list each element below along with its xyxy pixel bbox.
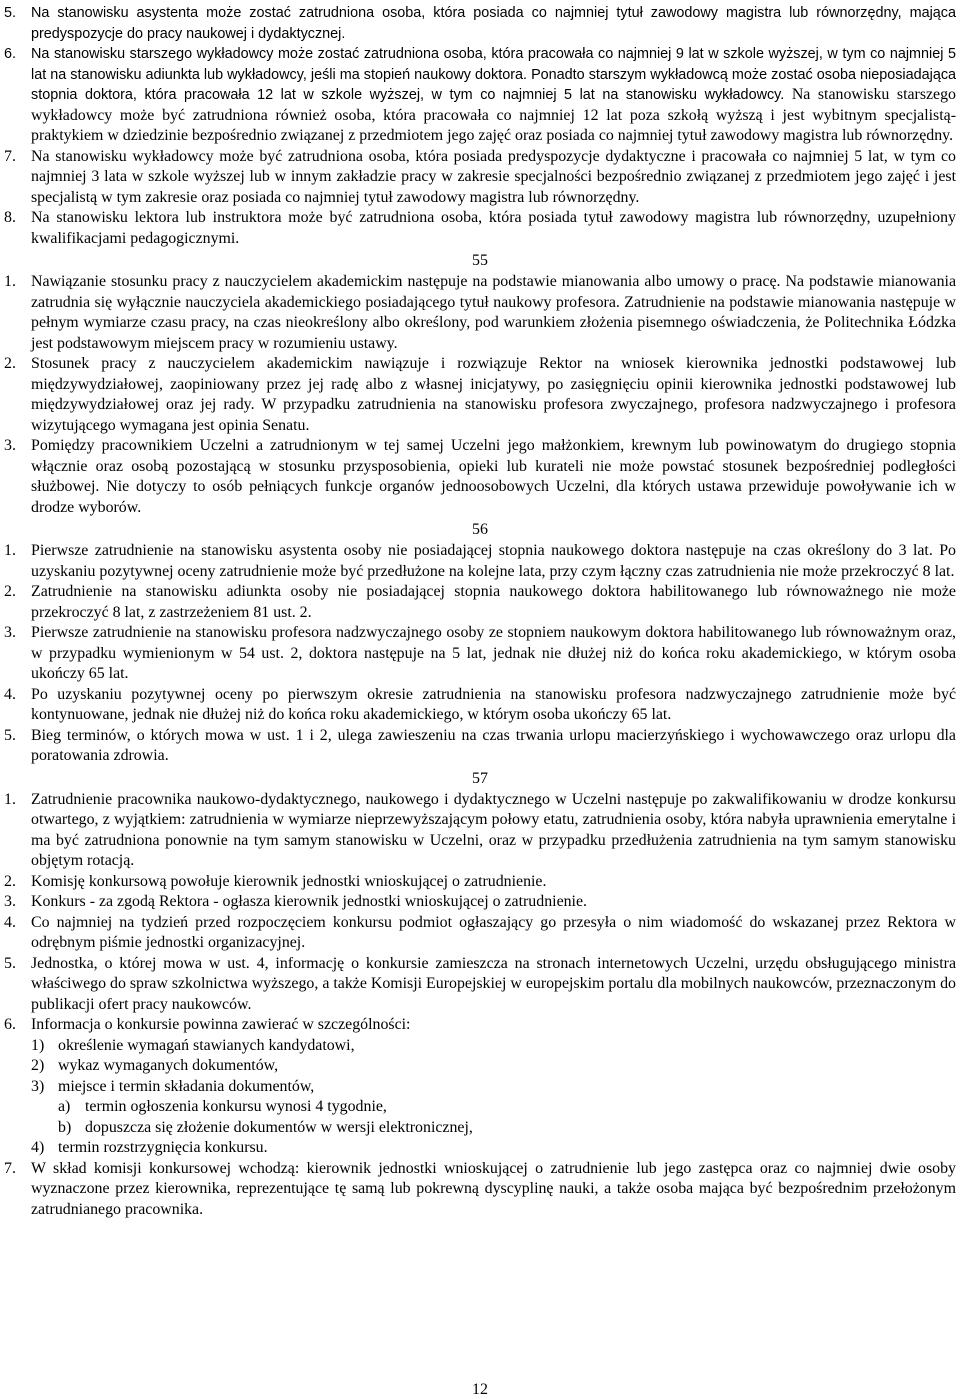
item-text: Na stanowisku lektora lub instruktora może być zatrudniona osoba, która posiada tytuł zawodowy magistra lub równorzędny, uzupełniony kwalifikacjami pedagogicznymi. [31,209,956,247]
item-number: 6. [4,46,17,62]
sublist-number: 4) [31,1139,45,1156]
item-number: 4. [4,913,16,931]
item-number: 3. [4,893,16,910]
s57-item-5 [4,954,956,1016]
item-number: 1. [4,790,16,808]
sublist-item-4 [31,1138,956,1159]
s57-item-7 [4,1159,956,1221]
item-text: Zatrudnienie pracownika naukowo-dydaktycznego, naukowego i dydaktycznego w Uczelni następuje po zakwalifikowaniu w drodze konkursu otwartego, z wyjątkiem: zatrudnienia w wymiarze nieprzewyższającym połowy etatu, zatrudnienia osoby, która nabyła uprawnienia emerytalne i ma być zatrudniona ponownie na tym samym stanowisku w Uczelni, oraz w przypadku przedłużenia zatrudnienia na tym samym stanowisku objętym rotacją. [31,790,956,869]
item-number: 7. [4,1159,16,1177]
section-heading-57: 57 [472,769,488,787]
paragraph-item-6 [4,44,956,147]
paragraph-item-8 [4,208,956,249]
sublist-number: 2) [31,1057,45,1074]
s57-item-6 [4,1015,956,1036]
item-number: 3. [4,437,16,454]
item-text: Konkurs - za zgodą Rektora - ogłasza kierownik jednostki wnioskującej o zatrudnienie. [31,893,588,910]
item-number: 5. [4,954,16,972]
item-text: Bieg terminów, o których mowa w ust. 1 i 2, ulega zawieszeniu na czas trwania urlopu macierzyńskiego i wychowawczego oraz urlopu dla poratowania zdrowia. [31,726,956,764]
paragraph-item-5 [4,3,956,44]
item-text: Na stanowisku starszego wykładowcy może zostać zatrudniona osoba, która pracowała co najmniej 9 lat w szkole wyższej, w tym co najmniej 5 lat na stanowisku adiunkta lub wykładowcy, jeśli ma stopień naukowy doktora. [31,46,956,83]
subsublist-item-b [58,1118,956,1139]
item-text: Stosunek pracy z nauczycielem akademickim nawiązuje i rozwiązuje Rektor na wniosek kierownika jednostki podstawowej lub międzywydziałowej, zaopiniowany przez jej radę albo z własnej inicjatywy, po zasięgnięciu opinii kierownika jednostki podstawowej lub międzywydziałowej oraz jej rady. W przypadku zatrudnienia na stanowisku profesora zwyczajnego, profesora nadzwyczajnego i profesora wizytującego wymagana jest opinia Senatu. [31,355,956,434]
item-text: Komisję konkursową powołuje kierownik jednostki wnioskującej o zatrudnienie. [31,872,547,890]
s56-item-3 [4,623,956,685]
s56-item-4 [4,685,956,726]
item-text: Jednostka, o której mowa w ust. 4, informację o konkursie zamieszcza na stronach internetowych Uczelni, urzędu obsługującego ministra właściwego do spraw szkolnictwa wyższego, a także Komisji Europejskiej w europejskim portalu dla mobilnych naukowców, przeznaczonym do publikacji ofert pracy naukowców. [31,954,956,1013]
subsublist-item-a [58,1097,956,1118]
sublist-item-3 [31,1077,956,1098]
s55-item-3 [4,436,956,518]
item-text: W skład komisji konkursowej wchodzą: kierownik jednostki wnioskującej o zatrudnienie lub jego zastępca oraz co najmniej dwie osoby wyznaczone przez kierownika, reprezentujące tę samą lub pokrewną dyscyplinę nauki, a także osoba mająca być bezpośrednim przełożonym zatrudnianego pracownika. [31,1159,956,1218]
section-heading-55: 55 [472,252,488,269]
item-number: 7. [4,147,16,165]
subsublist-letter: a) [58,1098,71,1115]
s56-item-1 [4,541,956,582]
item-text: Na stanowisku asystenta może zostać zatrudniona osoba, która posiada co najmniej tytuł zawodowy magistra lub równorzędny, mająca predyspozycje do pracy naukowej i dydaktycznej. [31,5,956,42]
item-number: 5. [4,5,17,21]
item-text-cont: Ponadto starszym wykładowcą może zostać osoba nieposiadająca stopnia doktora, która pracowała 12 lat w szkole wyższej, w tym co najmniej 5 lat na stanowisku wykładowcy. [31,66,957,103]
item-text: Pomiędzy pracownikiem Uczelni a zatrudnionym w tej samej Uczelni jego małżonkiem, krewnym lub powinowatym do drugiego stopnia włącznie oraz osobą pozostającą w stosunku przysposobienia, opieki lub kurateli nie może powstać stosunek bezpośredniej podległości służbowej. Nie dotyczy to osób pełniących funkcje organów jednoosobowych Uczelni, dla których ustawa przewiduje powoływanie ich w drodze wyborów. [31,437,956,516]
s57-item-2 [4,872,956,893]
item-text: Pierwsze zatrudnienie na stanowisku asystenta osoby nie posiadającej stopnia naukowego doktora następuje na czas określony do 3 lat. Po uzyskaniu pozytywnej oceny zatrudnienie może być przedłużone na kolejne lata, przy czym łączny czas zatrudnienia nie może przekroczyć 8 lat. [31,542,956,580]
item-text: Nawiązanie stosunku pracy z nauczycielem akademickim następuje na podstawie mianowania albo umowy o pracę. Na podstawie mianowania zatrudnia się wyłącznie nauczyciela akademickiego posiadającego tytuł naukowy profesora. Zatrudnienie na podstawie mianowania następuje w pełnym wymiarze czasu pracy, na czas nieokreślony albo określony, pod warunkiem złożenia pisemnego oświadczenia, że Politechnika Łódzka jest podstawowym miejscem pracy w rozumieniu ustawy. [31,273,956,352]
s57-item-4 [4,913,956,954]
item-text: Zatrudnienie na stanowisku adiunkta osoby nie posiadającej stopnia naukowego doktora habilitowanego lub równoważnego nie może przekroczyć 8 lat, z zastrzeżeniem 81 ust. 2. [31,583,956,621]
subsublist-letter: b) [58,1118,72,1136]
item-number: 6. [4,1016,16,1033]
paragraph-item-7 [4,147,956,209]
sublist-number: 1) [31,1036,45,1054]
item-number: 2. [4,583,16,600]
section-heading-56: 56 [472,521,488,538]
item-number: 1. [4,273,16,290]
item-text: Pierwsze zatrudnienie na stanowisku profesora nadzwyczajnego osoby ze stopniem naukowym doktora habilitowanego lub równoważnym oraz, w przypadku wymienionym w 54 ust. 2, doktora następuje na 5 lat, jednak nie dłużej niż do końca roku akademickiego, w którym osoba ukończy 65 lat. [31,624,956,682]
s55-item-2 [4,354,956,436]
item-text: Po uzyskaniu pozytywnej oceny po pierwszym okresie zatrudnienia na stanowisku profesora nadzwyczajnego zatrudnienie może być kontynuowane, jednak nie dłużej niż do końca roku akademickiego, w którym osoba ukończy 65 lat. [31,685,956,723]
sublist-item-2 [31,1056,956,1077]
s57-sublist [4,1036,956,1159]
s56-item-5 [4,726,956,767]
item-number: 2. [4,872,16,890]
sublist-text: miejsce i termin składania dokumentów, [58,1077,315,1095]
item-number: 1. [4,542,16,559]
item-number: 5. [4,726,16,744]
sublist-text: określenie wymagań stawianych kandydatowi, [58,1036,355,1054]
subsublist-text: dopuszcza się złożenie dokumentów w wersji elektronicznej, [85,1118,473,1136]
item-number: 3. [4,624,16,641]
sublist-text: wykaz wymaganych dokumentów, [58,1057,279,1074]
s57-item-1 [4,790,956,872]
document-body [4,3,956,1220]
item-number: 4. [4,685,16,703]
page-number: 12 [472,1381,488,1398]
item-text: Co najmniej na tydzień przed rozpoczęciem konkursu podmiot ogłaszający go przesyła o nim wiadomość do wskazanej przez Rektora w odrębnym piśmie jednostki organizacyjnej. [31,913,956,951]
item-number: 8. [4,209,16,226]
s55-item-1 [4,272,956,354]
item-text: Informacja o konkursie powinna zawierać w szczególności: [31,1016,411,1033]
item-number: 2. [4,355,16,372]
s56-item-2 [4,582,956,623]
item-text: Na stanowisku wykładowcy może być zatrudniona osoba, która posiada predyspozycje dydaktyczne i pracowała co najmniej 5 lat, w tym co najmniej 3 lata w szkole wyższej lub w innym zakładzie pracy w zakresie specjalności bezpośrednio związanej z przedmiotem jego zajęć i jest specjalistą w tym zakresie oraz posiada co najmniej tytuł zawodowy magistra lub równorzędny. [31,147,956,206]
sublist-item-1 [31,1036,956,1057]
s57-item-3 [4,892,956,913]
item-text-serif: Na stanowisku starszego wykładowcy może być zatrudniona również osoba, która pracowała co najmniej 12 lat poza szkołą wyższą i jest wybitnym specjalistą-praktykiem w dziedzinie bezpośrednio związanej z przedmiotem jego zajęć oraz posiada co najmniej tytuł zawodowy magistra lub równorzędny. [31,86,957,144]
sublist-text: termin rozstrzygnięcia konkursu. [58,1139,268,1156]
sublist-number: 3) [31,1077,45,1095]
subsublist-text: termin ogłoszenia konkursu wynosi 4 tygodnie, [85,1098,387,1115]
